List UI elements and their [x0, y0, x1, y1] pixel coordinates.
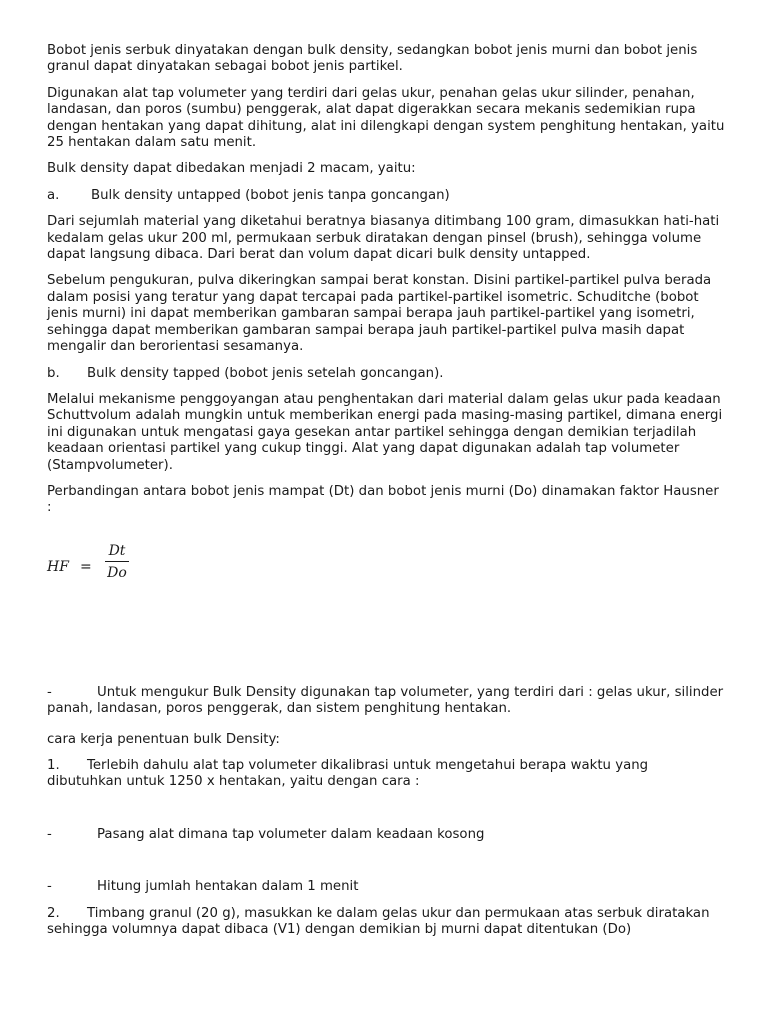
- list-item-text: Terlebih dahulu alat tap volumeter dikalibrasi untuk mengetahui berapa waktu yang dibutuhkan untuk 1250 x hentakan, yaitu dengan cara :: [47, 757, 649, 790]
- list-marker: -: [47, 826, 52, 842]
- list-marker: b.: [47, 365, 60, 381]
- spacer: [47, 607, 727, 685]
- list-item-a: [47, 188, 727, 204]
- paragraph-untapped-method: Dari sejumlah material yang diketahui beratnya biasanya ditimbang 100 gram, dimasukkan hati-hati kedalam gelas ukur 200 ml, permukaan serbuk diratakan dengan pinsel (brush), sehingga volume dapat langsung dibaca. Dari berat dan volum dapat dicari bulk density untapped.: [47, 214, 720, 263]
- list-marker: -: [47, 684, 52, 700]
- formula-equals: =: [80, 558, 92, 575]
- paragraph-hausner: Perbandingan antara bobot jenis mampat (Dt) dan bobot jenis murni (Do) dinamakan faktor Hausner :: [47, 483, 719, 516]
- list-marker: a.: [47, 187, 60, 203]
- list-marker: -: [47, 879, 52, 895]
- paragraph-bulk-density-types: Bulk density dapat dibedakan menjadi 2 macam, yaitu:: [47, 161, 416, 177]
- list-item-text: Hitung jumlah hentakan dalam 1 menit: [97, 879, 359, 895]
- procedure-title: cara kerja penentuan bulk Density:: [47, 731, 280, 747]
- list-item-b: [47, 366, 727, 382]
- list-item-text: Bulk density untapped (bobot jenis tanpa goncangan): [91, 187, 450, 203]
- list-item-text: Pasang alat dimana tap volumeter dalam keadaan kosong: [97, 826, 485, 842]
- list-item-text: Untuk mengukur Bulk Density digunakan tap volumeter, yang terdiri dari : gelas ukur, silinder panah, landasan, poros penggerak, dan sistem penghitung hentakan.: [47, 684, 724, 717]
- paragraph-tapped-method: Melalui mekanisme penggoyangan atau penghentakan dari material dalam gelas ukur pada keadaan Schuttvolum adalah mungkin untuk memberikan energi pada masing-masing partikel, dimana energi ini digunakan untuk mengatasi gaya gesekan antar partikel sehingga dengan demikian terjadilah keadaan orientasi partikel yang cukup tinggi. Alat yang dapat digunakan adalah tap volumeter (Stampvolumeter).: [47, 391, 723, 473]
- list-item-dash: [47, 685, 727, 718]
- procedure-step-1: [47, 758, 727, 791]
- list-item-dash: [47, 827, 727, 843]
- formula-lhs: HF: [47, 558, 69, 575]
- procedure-step-2: [47, 906, 727, 939]
- spacer: [47, 801, 727, 827]
- list-item-dash: [47, 879, 727, 895]
- formula-fraction: [105, 543, 129, 581]
- list-marker: 1.: [47, 757, 60, 773]
- list-marker: 2.: [47, 905, 60, 921]
- spacer: [47, 853, 727, 879]
- fraction-bar: [105, 561, 129, 562]
- paragraph-bobot-jenis: Bobot jenis serbuk dinyatakan dengan bulk density, sedangkan bobot jenis murni dan bobot jenis granul dapat dinyatakan sebagai bobot jenis partikel.: [47, 43, 698, 75]
- paragraph-pulva: Sebelum pengukuran, pulva dikeringkan sampai berat konstan. Disini partikel-partikel pulva berada dalam posisi yang teratur yang dapat tercapai pada partikel-partikel isometric. Schuditche (bobot jenis murni) ini dapat memberikan gambaran sampai berapa jauh partikel-partikel yang isometri, sehingga dapat memberikan gambaran sampai berapa jauh partikel-partikel pulva masih dapat mengalir dan berorientasi sesamanya.: [47, 273, 712, 355]
- list-item-text: Bulk density tapped (bobot jenis setelah goncangan).: [87, 365, 444, 381]
- list-item-text: Timbang granul (20 g), masukkan ke dalam gelas ukur dan permukaan atas serbuk diratakan sehingga volumnya dapat dibaca (V1) dengan demikian bj murni dapat ditentukan (Do): [47, 905, 710, 937]
- hausner-formula: [47, 537, 727, 607]
- paragraph-tap-volumeter: Digunakan alat tap volumeter yang terdiri dari gelas ukur, penahan gelas ukur silinder, penahan, landasan, dan poros (sumbu) penggerak, alat dapat digerakkan secara mekanis sedemikian rupa dengan hentakan yang dapat dihitung, alat ini dilengkapi dengan system penghitung hentakan, yaitu 25 hentakan dalam satu menit.: [47, 85, 725, 151]
- formula-denominator: Do: [107, 564, 127, 581]
- formula-numerator: Dt: [108, 542, 126, 559]
- document-page: [47, 43, 727, 948]
